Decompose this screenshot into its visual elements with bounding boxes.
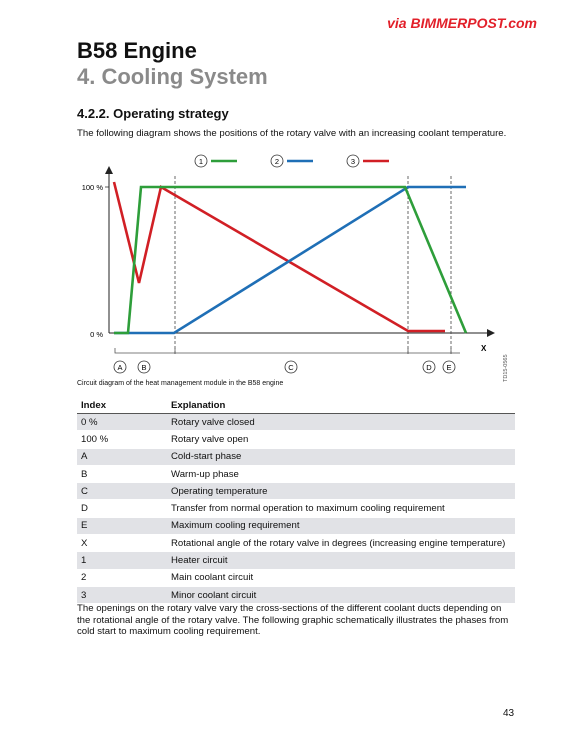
legend-item-3: [347, 155, 389, 167]
rotary-valve-diagram: [77, 150, 517, 395]
svg-text:C: C: [288, 363, 294, 372]
table-row: [77, 465, 515, 482]
diagram-legend: [195, 155, 389, 167]
phase-label-c: [285, 361, 297, 373]
table-row: [77, 431, 515, 448]
row-explanation: Rotary valve closed: [167, 414, 515, 431]
table-row: [77, 552, 515, 569]
row-explanation: Rotary valve open: [167, 431, 515, 448]
table-row: [77, 483, 515, 500]
phase-dividers: [175, 176, 451, 355]
x-axis-label: X: [481, 344, 487, 353]
row-index: 100 %: [77, 431, 167, 448]
row-index: E: [77, 517, 167, 534]
svg-text:A: A: [117, 363, 123, 372]
phase-label-e: [443, 361, 455, 373]
row-explanation: Warm-up phase: [167, 465, 515, 482]
row-explanation: Main coolant circuit: [167, 569, 515, 586]
row-index: X: [77, 535, 167, 552]
figure-caption: Circuit diagram of the heat management module in the B58 engine: [77, 380, 284, 387]
row-explanation: Rotational angle of the rotary valve in degrees (increasing engine temperature): [167, 535, 515, 552]
table-row: [77, 517, 515, 534]
row-index: D: [77, 500, 167, 517]
row-index: A: [77, 448, 167, 465]
row-index: C: [77, 483, 167, 500]
diagram-svg: [77, 150, 517, 395]
row-explanation: Maximum cooling requirement: [167, 517, 515, 534]
header-index: Index: [77, 397, 167, 414]
svg-text:2: 2: [274, 157, 280, 166]
svg-text:1: 1: [198, 157, 204, 166]
curve-minor-circuit: [114, 182, 445, 331]
row-explanation: Cold-start phase: [167, 448, 515, 465]
svg-text:E: E: [446, 363, 452, 372]
table-row: [77, 448, 515, 465]
row-explanation: Transfer from normal operation to maximum cooling requirement: [167, 500, 515, 517]
svg-text:3: 3: [350, 157, 356, 166]
row-explanation: Minor coolant circuit: [167, 586, 515, 603]
row-index: 0 %: [77, 414, 167, 431]
y-tick-0: 0 %: [90, 330, 103, 339]
watermark: via BIMMERPOST.com: [387, 15, 537, 31]
chapter-title: 4. Cooling System: [77, 64, 268, 89]
phase-brackets: [115, 348, 460, 353]
phase-label-a: [114, 361, 126, 373]
table-row: [77, 586, 515, 603]
table-row: [77, 535, 515, 552]
row-index: 1: [77, 552, 167, 569]
legend-item-2: [271, 155, 313, 167]
row-index: 3: [77, 586, 167, 603]
table-row: [77, 569, 515, 586]
svg-text:D: D: [426, 363, 432, 372]
page-title: B58 Engine: [77, 38, 197, 63]
table-row: [77, 414, 515, 431]
y-tick-100: 100 %: [81, 183, 103, 192]
svg-text:B: B: [141, 363, 147, 372]
section-heading: 4.2.2. Operating strategy: [77, 106, 229, 121]
row-index: 2: [77, 569, 167, 586]
legend-item-1: [195, 155, 237, 167]
closing-paragraph: The openings on the rotary valve vary the cross-sections of the different coolant ducts depending on the rotational angle of the rotary valve. The following graphic schematically illustrates the phases from cold start to maximum cooling requirement.: [77, 603, 509, 637]
row-explanation: Heater circuit: [167, 552, 515, 569]
intro-paragraph: The following diagram shows the positions of the rotary valve with an increasing coolant temperature.: [77, 128, 507, 139]
row-explanation: Operating temperature: [167, 483, 515, 500]
row-index: B: [77, 465, 167, 482]
phase-label-b: [138, 361, 150, 373]
phase-label-d: [423, 361, 435, 373]
index-table: [77, 397, 515, 604]
page-number: 43: [503, 708, 515, 719]
table-header-row: [77, 397, 515, 414]
table-row: [77, 500, 515, 517]
reference-code: TD15-0565: [503, 354, 509, 382]
header-explanation: Explanation: [167, 397, 515, 414]
